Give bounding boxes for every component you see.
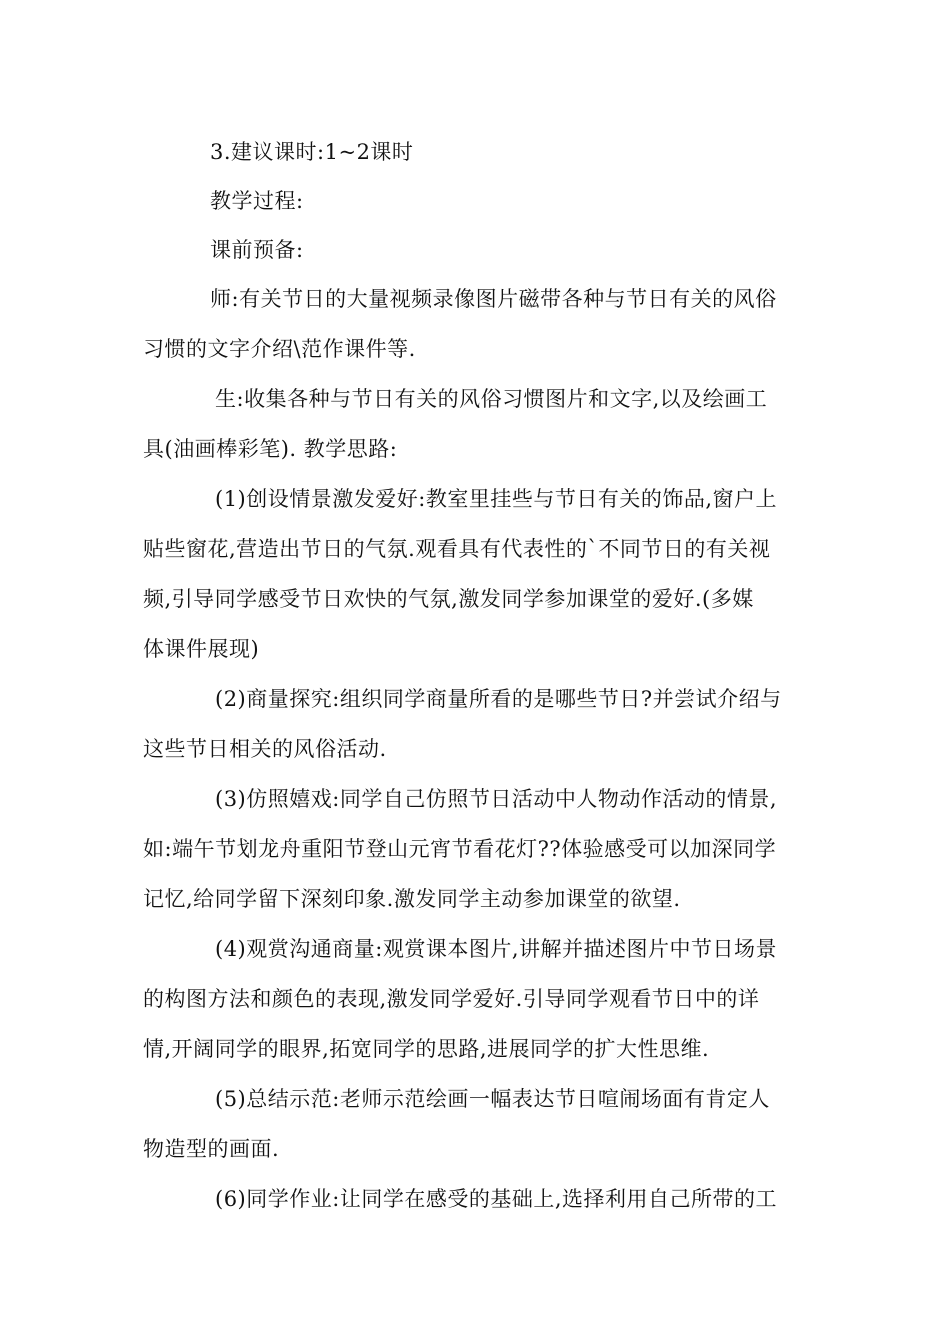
text-line-step-3: (3)仿照嬉戏:同学自己仿照节日活动中人物动作活动的情景, bbox=[215, 787, 777, 811]
text-line: 如:端午节划龙舟重阳节登山元宵节看花灯??体验感受可以加深同学 bbox=[143, 837, 777, 861]
text-line-step-6: (6)同学作业:让同学在感受的基础上,选择利用自己所带的工 bbox=[215, 1187, 777, 1211]
text-line-student-prep: 生:收集各种与节日有关的风俗习惯图片和文字,以及绘画工 bbox=[215, 387, 768, 411]
text-line-class-hours: 3.建议课时:1~2课时 bbox=[210, 140, 414, 164]
text-line: 的构图方法和颜色的表现,激发同学爱好.引导同学观看节日中的详 bbox=[143, 987, 760, 1011]
text-line-preparation: 课前预备: bbox=[210, 238, 304, 262]
text-line-step-2: (2)商量探究:组织同学商量所看的是哪些节日?并尝试介绍与 bbox=[215, 687, 782, 711]
text-line: 具(油画棒彩笔). 教学思路: bbox=[143, 437, 398, 461]
text-line: 物造型的画面. bbox=[143, 1137, 280, 1161]
text-line-teacher-prep: 师:有关节日的大量视频录像图片磁带各种与节日有关的风俗 bbox=[210, 287, 777, 311]
text-line: 这些节日相关的风俗活动. bbox=[143, 737, 387, 761]
text-line: 情,开阔同学的眼界,拓宽同学的思路,进展同学的扩大性思维. bbox=[143, 1037, 710, 1061]
text-line-teaching-process: 教学过程: bbox=[210, 189, 304, 213]
text-line-step-5: (5)总结示范:老师示范绘画一幅表达节日喧闹场面有肯定人 bbox=[215, 1087, 770, 1111]
text-line-step-4: (4)观赏沟通商量:观赏课本图片,讲解并描述图片中节日场景 bbox=[215, 937, 777, 961]
text-line: 体课件展现) bbox=[143, 637, 260, 661]
text-line-step-1: (1)创设情景激发爱好:教室里挂些与节日有关的饰品,窗户上 bbox=[215, 487, 777, 511]
text-line: 记忆,给同学留下深刻印象.激发同学主动参加课堂的欲望. bbox=[143, 887, 681, 911]
text-line: 习惯的文字介绍\范作课件等. bbox=[143, 337, 416, 361]
text-line: 频,引导同学感受节日欢快的气氛,激发同学参加课堂的爱好.(多媒 bbox=[143, 587, 754, 611]
text-line: 贴些窗花,营造出节日的气氛.观看具有代表性的`不同节日的有关视 bbox=[143, 537, 771, 561]
